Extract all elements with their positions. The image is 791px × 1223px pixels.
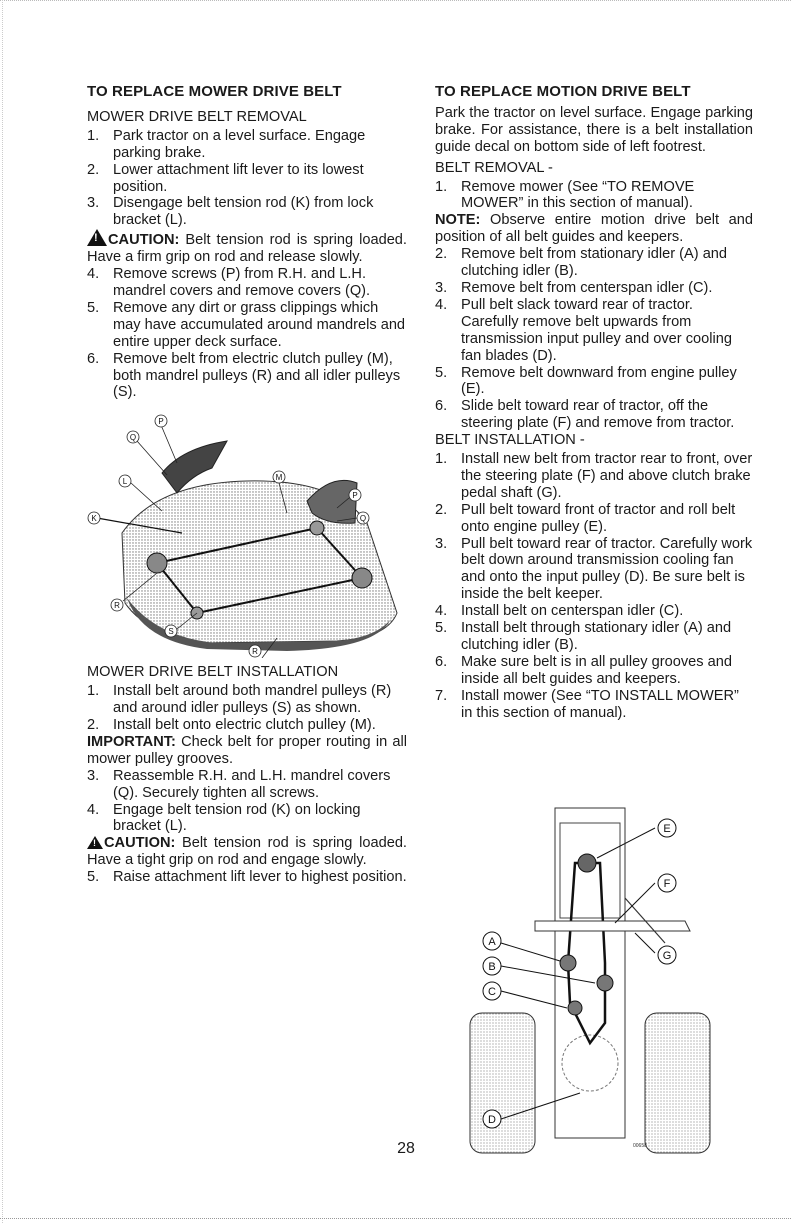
steering-plate: [535, 921, 690, 931]
step-item: [435, 179, 753, 213]
step-item: [87, 802, 407, 836]
step-text: Remove screws (P) from R.H. and L.H. mandrel covers and remove covers (Q).: [113, 266, 371, 299]
motion-installation-steps: [435, 451, 753, 722]
mower-removal-steps-continued: [87, 266, 407, 401]
step-text: Install belt through stationary idler (A) and clutching idler (B).: [461, 620, 732, 653]
step-text: Remove belt downward from engine pulley (E).: [461, 364, 737, 398]
step-item: [435, 654, 753, 688]
step-number: 4.: [435, 296, 448, 313]
right-column: [435, 84, 753, 722]
important-text: Check belt for proper routing in all mower pulley grooves.: [87, 733, 407, 767]
figure-code: 00658: [633, 1143, 647, 1149]
step-item: [87, 162, 407, 196]
stationary-idler: [560, 955, 576, 971]
warning-triangle-icon: [87, 836, 103, 849]
step-item: [435, 398, 753, 432]
note-label: NOTE:: [435, 212, 481, 229]
step-text: Disengage belt tension rod (K) from lock bracket (L).: [113, 195, 374, 229]
mower-installation-steps-final: [87, 869, 407, 886]
step-number: 5.: [435, 364, 448, 381]
step-text: Install new belt from tractor rear to front, over the steering plate (F) and above clutch brake pedal shaft (G).: [461, 451, 753, 501]
step-text: Remove any dirt or grass clippings which may have accumulated around mandrels and entire upper deck surface.: [113, 299, 406, 350]
step-item: [435, 365, 753, 399]
callout-label: S: [168, 627, 174, 637]
rear-wheel-right: [645, 1013, 710, 1153]
step-number: 4.: [87, 266, 100, 283]
step-number: 3.: [87, 767, 100, 784]
step-item: [435, 688, 753, 722]
step-text: Install belt around both mandrel pulleys (R) and around idler pulleys (S) as shown.: [113, 683, 392, 717]
step-item: [435, 502, 753, 536]
step-number: 1.: [87, 683, 100, 700]
step-number: 2.: [435, 246, 448, 263]
step-text: Make sure belt is in all pulley grooves and inside all belt guides and keepers.: [461, 653, 732, 687]
step-number: 6.: [87, 350, 100, 367]
step-item: [435, 536, 753, 604]
callout-label: L: [122, 477, 128, 487]
step-number: 6.: [435, 398, 448, 415]
mower-removal-steps: [87, 128, 407, 229]
step-item: [87, 195, 407, 229]
note-block: [435, 212, 753, 246]
mower-belt-removal-title: MOWER DRIVE BELT REMOVAL: [87, 108, 307, 125]
mower-installation-steps-continued: [87, 768, 407, 836]
step-text: Reassemble R.H. and L.H. mandrel covers (Q). Securely tighten all screws.: [113, 767, 391, 801]
step-text: Pull belt slack toward rear of tractor. Carefully remove belt upwards from transmission input pulley and over cooling fan blades (D).: [461, 296, 732, 364]
step-item: [87, 768, 407, 802]
mower-deck-illustration: [87, 413, 407, 658]
callout-label: R: [252, 647, 258, 657]
step-item: [87, 869, 407, 886]
step-number: 3.: [87, 195, 100, 212]
callout-label: B: [488, 961, 496, 973]
left-column: [87, 84, 407, 886]
step-text: Raise attachment lift lever to highest position.: [113, 869, 407, 886]
belt-removal-title: BELT REMOVAL -: [435, 159, 553, 176]
step-item: [87, 300, 407, 351]
motion-belt-heading: TO REPLACE MOTION DRIVE BELT: [435, 83, 691, 100]
step-number: 5.: [87, 869, 100, 886]
callout-label: Q: [359, 514, 367, 524]
step-item: [435, 246, 753, 280]
step-item: [435, 280, 753, 297]
callout-label: F: [663, 878, 671, 890]
callout-label: E: [663, 823, 671, 835]
step-number: 3.: [435, 279, 448, 296]
page-number: 28: [397, 1140, 415, 1157]
step-number: 2.: [87, 717, 100, 734]
step-text: Lower attachment lift lever to its lowest position.: [113, 161, 364, 195]
step-item: [435, 297, 753, 365]
motion-belt-intro: Park the tractor on level surface. Engage parking brake. For assistance, there is a belt installation guide decal on bottom side of left footrest.: [435, 104, 753, 155]
step-item: [87, 351, 407, 402]
step-item: [87, 266, 407, 300]
callout-label: M: [275, 473, 283, 483]
step-text: Install belt on centerspan idler (C).: [461, 603, 684, 620]
step-item: [87, 683, 407, 717]
callout-label: P: [158, 417, 164, 427]
step-number: 1.: [87, 127, 100, 144]
step-number: 5.: [435, 620, 448, 637]
step-number: 2.: [87, 161, 100, 178]
step-number: 7.: [435, 687, 448, 704]
caution-label: CAUTION:: [108, 232, 180, 249]
step-text: Pull belt toward front of tractor and roll belt onto engine pulley (E).: [461, 501, 736, 535]
callout-label: G: [662, 950, 672, 962]
engine-pulley: [578, 854, 596, 872]
callout-label: P: [352, 491, 358, 501]
callout-label: K: [91, 514, 97, 524]
step-number: 4.: [87, 801, 100, 818]
caution-note-2: [87, 835, 407, 869]
note-text: Observe entire motion drive belt and position of all belt guides and keepers.: [435, 212, 753, 246]
clutching-idler: [597, 975, 613, 991]
step-text: Remove mower (See “TO REMOVE MOWER” in this section of manual).: [461, 178, 695, 212]
important-note: [87, 734, 407, 768]
step-item: [435, 620, 753, 654]
step-item: [87, 717, 407, 734]
step-text: Install belt onto electric clutch pulley (M).: [113, 717, 376, 734]
step-number: 3.: [435, 535, 448, 552]
step-text: Install mower (See “TO INSTALL MOWER” in this section of manual).: [461, 687, 739, 721]
step-text: Remove belt from stationary idler (A) and clutching idler (B).: [461, 246, 728, 280]
callout-label: D: [488, 1114, 496, 1126]
caution-text: Belt tension rod is spring loaded. Have a tight grip on rod and engage slowly.: [87, 835, 407, 869]
step-number: 5.: [87, 299, 100, 316]
caution-text: Belt tension rod is spring loaded. Have a firm grip on rod and release slowly.: [87, 232, 407, 266]
centerspan-idler: [568, 1001, 582, 1015]
caution-label: CAUTION:: [104, 835, 176, 852]
step-text: Park tractor on a level surface. Engage parking brake.: [113, 127, 366, 161]
callout-label: C: [488, 986, 496, 998]
step-text: Pull belt toward rear of tractor. Carefully work belt down around transmission cooling fan and onto the input pulley (D). Be sure belt is inside the belt keeper.: [461, 535, 753, 603]
step-text: Remove belt from centerspan idler (C).: [461, 279, 713, 296]
page-edge-bottom: [0, 1218, 791, 1219]
belt-installation-title: BELT INSTALLATION -: [435, 432, 585, 449]
step-text: Remove belt from electric clutch pulley (M), both mandrel pulleys (R) and all idler pulleys (S).: [113, 350, 401, 401]
step-number: 2.: [435, 501, 448, 518]
mandrel-pulley-left: [147, 553, 167, 573]
clutch-pulley: [310, 521, 324, 535]
step-number: 1.: [435, 451, 448, 468]
callout-label: Q: [129, 433, 137, 443]
motion-removal-steps-continued: [435, 246, 753, 432]
mower-belt-heading: TO REPLACE MOWER DRIVE BELT: [87, 83, 342, 100]
mandrel-pulley-right: [352, 568, 372, 588]
warning-triangle-icon: [87, 229, 107, 246]
caution-note-1: [87, 229, 407, 266]
step-item: [87, 128, 407, 162]
step-text: Slide belt toward rear of tractor, off the steering plate (F) and remove from tractor.: [461, 398, 735, 432]
callout-label: A: [488, 936, 496, 948]
important-label: IMPORTANT:: [87, 733, 176, 750]
motion-removal-steps: [435, 179, 753, 213]
page-edge-left: [2, 0, 3, 1223]
rear-wheel-left: [470, 1013, 535, 1153]
step-text: Engage belt tension rod (K) on locking bracket (L).: [113, 801, 361, 835]
step-item: [435, 451, 753, 502]
step-number: 1.: [435, 178, 448, 195]
step-number: 4.: [435, 603, 448, 620]
mower-installation-steps: [87, 683, 407, 734]
step-number: 6.: [435, 653, 448, 670]
step-item: [435, 603, 753, 620]
mower-belt-installation-title: MOWER DRIVE BELT INSTALLATION: [87, 664, 339, 681]
motion-drive-belt-illustration: [465, 803, 735, 1165]
callout-label: R: [114, 601, 120, 611]
page-edge-top: [0, 0, 791, 2]
